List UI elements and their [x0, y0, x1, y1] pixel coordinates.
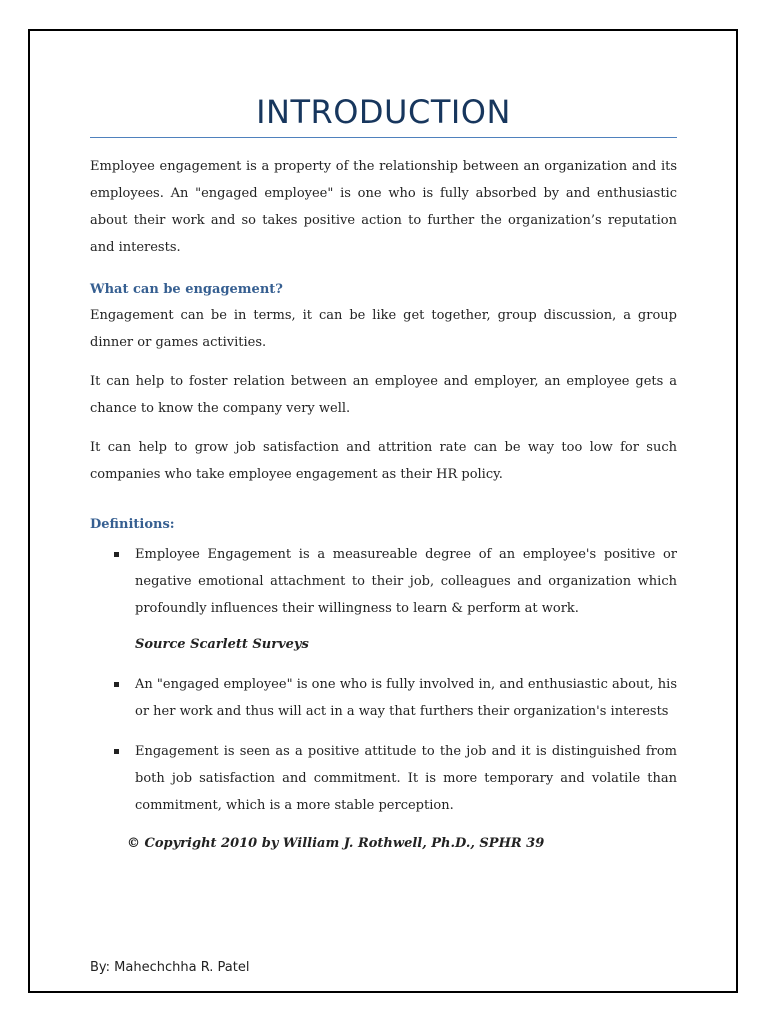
copyright-notice: © Copyright 2010 by William J. Rothwell, Ph.D., SPHR 39	[127, 836, 545, 851]
definition-text: Engagement is seen as a positive attitude to the job and it is distinguished from both job satisfaction and commitment. It is more temporary and volatile than commitment, which is a more stable perception.	[135, 744, 677, 813]
list-item	[90, 541, 677, 622]
page-title: INTRODUCTION	[256, 93, 511, 131]
list-item	[90, 671, 677, 725]
square-bullet-icon	[114, 682, 119, 687]
engagement-paragraph-2: It can help to foster relation between an employee and employer, an employee gets a chance to know the company very well.	[90, 374, 677, 416]
list-item	[90, 738, 677, 819]
title-divider	[90, 137, 677, 138]
author-footer: By: Mahechchha R. Patel	[90, 960, 250, 975]
engagement-paragraph-1: Engagement can be in terms, it can be like get together, group discussion, a group dinner or games activities.	[90, 308, 677, 350]
source-citation: Source Scarlett Surveys	[135, 637, 309, 652]
square-bullet-icon	[114, 552, 119, 557]
definition-text: An "engaged employee" is one who is fully involved in, and enthusiastic about, his or her work and thus will act in a way that furthers their organization's interests	[135, 677, 677, 719]
definitions-list-continued	[90, 671, 677, 819]
engagement-paragraph-3: It can help to grow job satisfaction and attrition rate can be way too low for such companies who take employee engagement as their HR policy.	[90, 440, 677, 482]
document-body	[90, 153, 677, 857]
intro-paragraph: Employee engagement is a property of the relationship between an organization and its employees. An "engaged employee" is one who is fully absorbed by and enthusiastic about their work and so takes positive action to further the organization’s reputation and interests.	[90, 159, 677, 255]
definitions-list	[90, 541, 677, 622]
section-heading-definitions: Definitions:	[90, 517, 175, 532]
section-heading-engagement: What can be engagement?	[90, 282, 283, 297]
definition-text: Employee Engagement is a measureable degree of an employee's positive or negative emotional attachment to their job, colleagues and organization which profoundly influences their willingness to learn & perform at work.	[135, 547, 677, 616]
square-bullet-icon	[114, 749, 119, 754]
